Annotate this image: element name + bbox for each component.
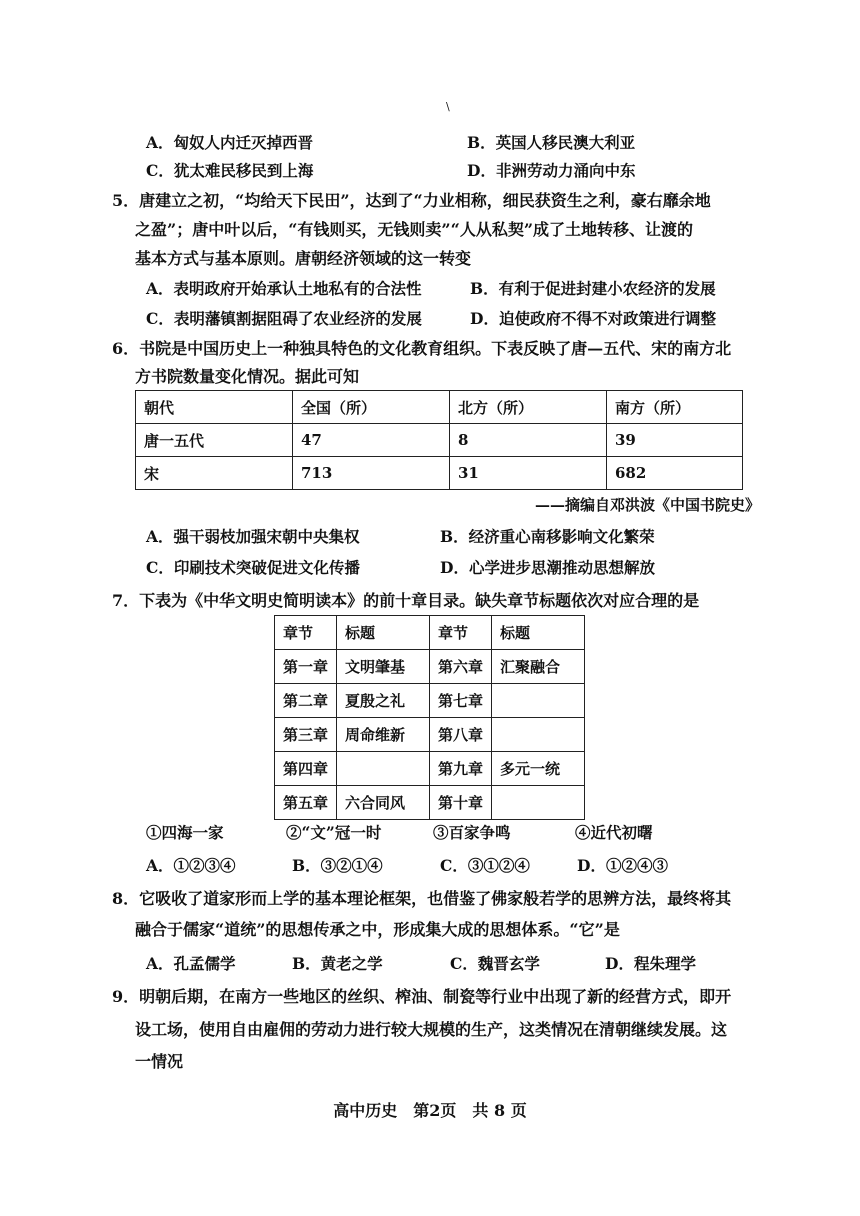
- table-cell: 第五章: [275, 786, 337, 820]
- q8-option-c: C．魏晋玄学: [450, 954, 540, 973]
- table-cell: 第六章: [430, 650, 492, 684]
- table-header-cell: 南方（所）: [607, 391, 743, 424]
- q8-option-a: A．孔孟儒学: [146, 954, 236, 973]
- table-cell: 周命维新: [337, 718, 430, 752]
- table-cell: 第九章: [430, 752, 492, 786]
- table-header-row: [136, 391, 743, 424]
- q7-option-c: C．③①②④: [440, 856, 530, 875]
- q7-option-d: D．①②④③: [577, 856, 668, 875]
- q5-option-d: D．迫使政府不得不对政策进行调整: [470, 309, 716, 328]
- q7-stem-line1: 7．下表为《中华文明史简明读本》的前十章目录。缺失章节标题依次对应合理的是: [112, 591, 700, 610]
- table-header-cell: 北方（所）: [450, 391, 607, 424]
- q6-table: [135, 390, 743, 490]
- table-row: [136, 424, 743, 457]
- q5-option-a: A．表明政府开始承认土地私有的合法性: [146, 279, 422, 298]
- q5-stem-line2: 之盈”；唐中叶以后，“有钱则买，无钱则卖”“人从私契”成了土地转移、让渡的: [135, 220, 694, 239]
- table-header-cell: 章节: [430, 616, 492, 650]
- table-cell: 第八章: [430, 718, 492, 752]
- table-cell: 宋: [136, 457, 293, 490]
- q4-option-a: A．匈奴人内迁灭掉西晋: [146, 133, 314, 152]
- table-header-cell: 标题: [492, 616, 585, 650]
- q5-stem-line1: 5．唐建立之初，“均给天下民田”，达到了“力业相称，细民获资生之利，豪右靡余地: [112, 191, 711, 210]
- table-header-cell: 全国（所）: [293, 391, 450, 424]
- table-header-cell: 章节: [275, 616, 337, 650]
- q6-source: ——摘编自邓洪波《中国书院史》: [534, 496, 760, 514]
- q6-option-d: D．心学进步思潮推动思想解放: [440, 558, 655, 577]
- table-cell: [492, 684, 585, 718]
- table-cell: 39: [607, 424, 743, 457]
- table-header-row: [275, 616, 585, 650]
- q5-option-b: B．有利于促进封建小农经济的发展: [470, 279, 716, 298]
- q6-stem-line2: 方书院数量变化情况。据此可知: [135, 367, 360, 386]
- q9-stem-line1: 9．明朝后期，在南方一些地区的丝织、榨油、制瓷等行业中出现了新的经营方式，即开: [112, 987, 732, 1006]
- table-row: [275, 786, 585, 820]
- page-footer: 高中历史 第2页 共 8 页: [333, 1101, 527, 1120]
- q9-stem-line3: 一情况: [135, 1052, 184, 1071]
- q4-option-b: B．英国人移民澳大利亚: [467, 133, 636, 152]
- table-cell: 唐一五代: [136, 424, 293, 457]
- table-cell: 682: [607, 457, 743, 490]
- table-cell: [492, 718, 585, 752]
- table-row: [275, 718, 585, 752]
- table-cell: [337, 752, 430, 786]
- table-cell: [492, 786, 585, 820]
- q7-option-a: A．①②③④: [146, 856, 236, 875]
- q5-stem-line3: 基本方式与基本原则。唐朝经济领域的这一转变: [135, 249, 472, 268]
- q7-item-2: ②“文”冠一时: [286, 823, 382, 842]
- q7-item-4: ④近代初曙: [575, 823, 653, 842]
- table-cell: 31: [450, 457, 607, 490]
- table-cell: 汇聚融合: [492, 650, 585, 684]
- table-row: [275, 752, 585, 786]
- q4-option-d: D．非洲劳动力涌向中东: [467, 161, 636, 180]
- table-row: [275, 684, 585, 718]
- q5-option-c: C．表明藩镇割据阻碍了农业经济的发展: [146, 309, 422, 328]
- table-cell: 六合同风: [337, 786, 430, 820]
- table-cell: 多元一统: [492, 752, 585, 786]
- q7-item-1: ①四海一家: [146, 823, 224, 842]
- q6-option-a: A．强干弱枝加强宋朝中央集权: [146, 527, 360, 546]
- scan-mark: \: [446, 100, 450, 113]
- table-row: [136, 457, 743, 490]
- q4-option-c: C．犹太难民移民到上海: [146, 161, 314, 180]
- table-row: [275, 650, 585, 684]
- table-cell: 第二章: [275, 684, 337, 718]
- table-cell: 713: [293, 457, 450, 490]
- table-cell: 夏殷之礼: [337, 684, 430, 718]
- table-header-cell: 朝代: [136, 391, 293, 424]
- q7-table: [274, 615, 585, 820]
- table-cell: 47: [293, 424, 450, 457]
- table-cell: 第一章: [275, 650, 337, 684]
- q8-option-b: B．黄老之学: [292, 954, 383, 973]
- q8-stem-line1: 8．它吸收了道家形而上学的基本理论框架，也借鉴了佛家般若学的思辨方法，最终将其: [112, 889, 732, 908]
- q8-stem-line2: 融合于儒家“道统”的思想传承之中，形成集大成的思想体系。“它”是: [135, 920, 620, 939]
- table-cell: 文明肇基: [337, 650, 430, 684]
- table-cell: 第四章: [275, 752, 337, 786]
- table-cell: 第三章: [275, 718, 337, 752]
- table-header-cell: 标题: [337, 616, 430, 650]
- q6-option-b: B．经济重心南移影响文化繁荣: [440, 527, 655, 546]
- table-cell: 第七章: [430, 684, 492, 718]
- q8-option-d: D．程朱理学: [605, 954, 696, 973]
- table-cell: 8: [450, 424, 607, 457]
- q9-stem-line2: 设工场，使用自由雇佣的劳动力进行较大规模的生产，这类情况在清朝继续发展。这: [135, 1020, 728, 1039]
- q7-option-b: B．③②①④: [292, 856, 383, 875]
- q6-option-c: C．印刷技术突破促进文化传播: [146, 558, 360, 577]
- table-cell: 第十章: [430, 786, 492, 820]
- q7-item-3: ③百家争鸣: [433, 823, 511, 842]
- q6-stem-line1: 6．书院是中国历史上一种独具特色的文化教育组织。下表反映了唐—五代、宋的南方北: [112, 339, 732, 358]
